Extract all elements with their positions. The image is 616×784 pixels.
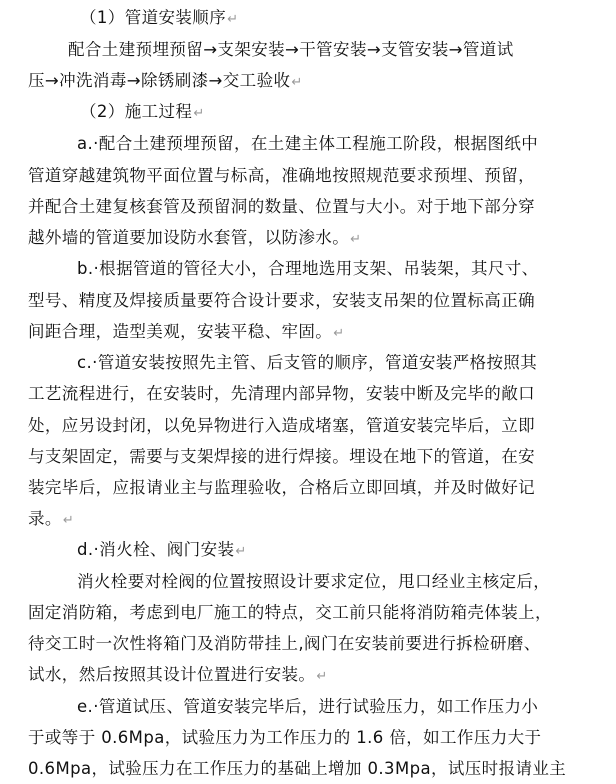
para-d-line-3-text: 待交工时一次性将箱门及消防带挂上,阀门在安装前要进行拆检研磨、 (28, 634, 541, 653)
para-a-line-4-text: 越外墙的管道要加设防水套管，以防渗水。 (28, 228, 350, 247)
para-c-line-4-text: 与支架固定，需要与支架焊接的进行焊接。埋设在地下的管道，在安 (28, 447, 535, 466)
para-e-line-3 (28, 754, 566, 784)
para-d-line-1-text: 消火栓要对栓阀的位置按照设计要求定位，甩口经业主核定后， (77, 572, 551, 591)
para-a-line-1-text: a.·配合土建预埋预留，在土建主体工程施工阶段，根据图纸中 (77, 134, 539, 153)
para-b-line-3 (28, 317, 345, 347)
section1-heading-text: （1）管道安装顺序 (80, 8, 227, 27)
para-d-heading (77, 535, 247, 565)
para-a-line-4 (28, 223, 361, 253)
paragraph-mark-icon: ↵ (316, 669, 328, 684)
para-d-line-2 (28, 598, 552, 628)
section1-line-2 (28, 66, 303, 96)
para-d-heading-text: d.·消火栓、阀门安装 (77, 540, 235, 559)
para-c-line-1 (77, 348, 537, 378)
para-b-line-3-text: 间距合理，造型美观，安装平稳、牢固。 (28, 322, 333, 341)
section2-heading (80, 97, 205, 127)
section1-heading (80, 3, 238, 33)
section1-line-1 (68, 35, 514, 65)
para-c-line-6-text: 录。 (28, 509, 62, 528)
para-e-line-1 (77, 692, 538, 722)
paragraph-mark-icon: ↵ (193, 106, 205, 121)
section1-line-2-text: 压→冲洗消毒→除锈刷漆→交工验收 (28, 71, 291, 90)
para-e-line-1-text: e.·管道试压、管道安装完毕后，进行试验压力，如工作压力小 (77, 697, 539, 716)
para-c-line-5-text: 装完毕后，应报请业主与监理验收，合格后立即回填，并及时做好记 (28, 478, 535, 497)
paragraph-mark-icon: ↵ (350, 232, 362, 247)
para-c-line-2-text: 工艺流程进行，在安装时，先清理内部异物，安装中断及完毕的敞口 (28, 384, 535, 403)
para-c-line-3 (28, 411, 535, 441)
para-a-line-3 (28, 192, 535, 222)
para-c-line-4 (28, 442, 535, 472)
para-c-line-1-text: c.·管道安装按照先主管、后支管的顺序，管道安装严格按照其 (77, 353, 538, 372)
para-a-line-2 (28, 161, 535, 191)
para-b-line-2 (28, 286, 535, 316)
paragraph-mark-icon: ↵ (235, 544, 247, 559)
para-b-line-2-text: 型号、精度及焊接质量要符合设计要求，安装支吊架的位置标高正确 (28, 291, 535, 310)
para-a-line-3-text: 并配合土建复核套管及预留洞的数量、位置与大小。对于地下部分穿 (28, 197, 535, 216)
paragraph-mark-icon: ↵ (62, 513, 75, 528)
para-a-line-1 (77, 129, 538, 159)
paragraph-mark-icon: ↵ (291, 75, 303, 90)
para-d-line-4 (28, 660, 328, 690)
para-d-line-1 (77, 567, 550, 597)
section1-line-1-text: 配合土建预埋预留→支架安装→干管安装→支管安装→管道试 (68, 40, 514, 59)
para-e-line-3-text: 0.6Mpa，试验压力在工作压力的基础上增加 0.3Mpa，试压时报请业主 (28, 759, 567, 778)
para-b-line-1-text: b.·根据管道的管径大小，合理地选用支架、吊装架，其尺寸、 (77, 259, 539, 278)
para-c-line-2 (28, 379, 535, 409)
para-b-line-1 (77, 254, 539, 284)
para-d-line-4-text: 试水，然后按照其设计位置进行安装。 (28, 665, 316, 684)
para-c-line-3-text: 处，应另设封闭，以免异物进行入造成堵塞，管道安装完毕后，立即 (28, 416, 535, 435)
section2-heading-text: （2）施工过程 (80, 102, 193, 121)
para-a-line-2-text: 管道穿越建筑物平面位置与标高，准确地按照规范要求预埋、预留， (28, 166, 535, 185)
para-c-line-5 (28, 473, 535, 503)
paragraph-mark-icon: ↵ (333, 326, 345, 341)
para-c-line-6 (28, 504, 74, 534)
paragraph-mark-icon: ↵ (227, 12, 239, 27)
para-d-line-3 (28, 629, 541, 659)
para-d-line-2-text: 固定消防箱，考虑到电厂施工的特点，交工前只能将消防箱壳体装上， (28, 603, 552, 622)
para-e-line-2-text: 于或等于 0.6Mpa，试验压力为工作压力的 1.6 倍，如工作压力大于 (28, 728, 542, 747)
para-e-line-2 (28, 723, 541, 753)
